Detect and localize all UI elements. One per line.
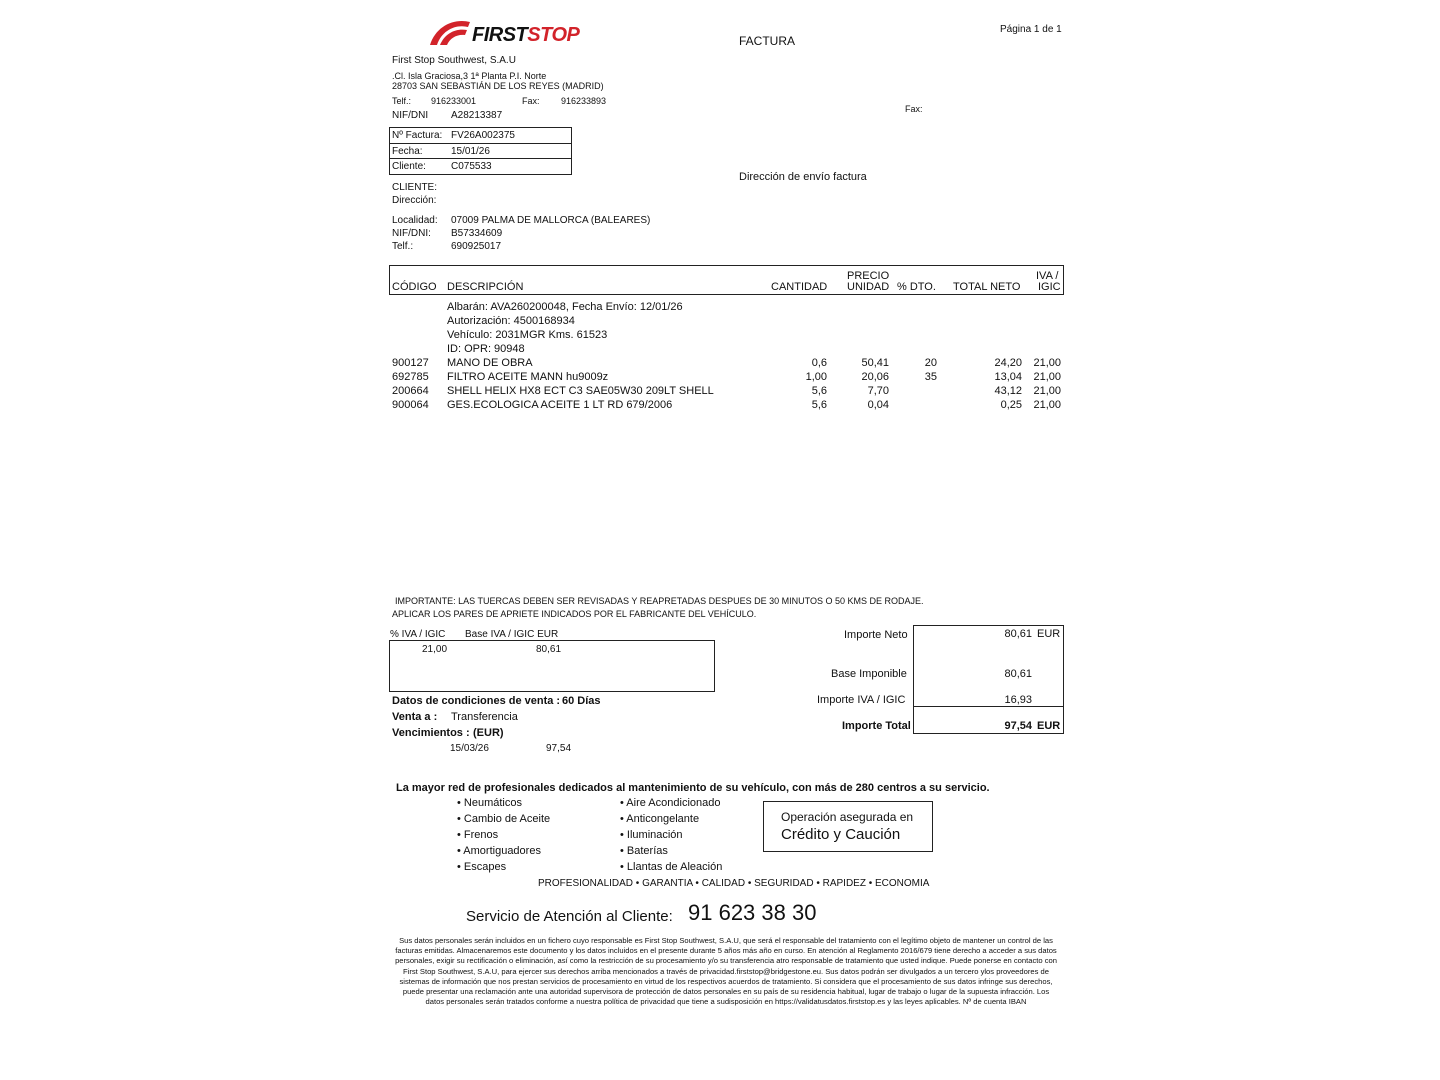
badge-line1: Operación asegurada en: [781, 810, 914, 824]
page-indicator: Página 1 de 1: [1000, 24, 1062, 35]
tax-pct-header: % IVA / IGIC: [390, 629, 446, 640]
customer-tel: 690925017: [451, 241, 502, 252]
company-address-line1: .Cl. Isla Graciosa,3 1ª Planta P.I. Norte: [392, 71, 547, 81]
row-unit-price: 20,06: [861, 371, 889, 383]
badge-line2: Crédito y Caución: [781, 826, 901, 843]
list-item: • Llantas de Aleación: [620, 861, 723, 873]
row-code: 200664: [392, 385, 429, 397]
row-total: 24,20: [994, 357, 1022, 369]
row-description: GES.ECOLOGICA ACEITE 1 LT RD 679/2006: [447, 399, 673, 411]
tax-base: 80,61: [536, 644, 562, 655]
list-item: • Frenos: [457, 829, 499, 841]
list-item: • Baterías: [620, 845, 668, 857]
invoice-client-label: Cliente:: [392, 161, 426, 172]
customer-nif-label: NIF/DNI:: [392, 228, 431, 239]
vat-amount-label: Importe IVA / IGIC: [817, 694, 906, 706]
row-total: 0,25: [1000, 399, 1022, 411]
payment-method: Transferencia: [451, 711, 518, 723]
row-vat: 21,00: [1033, 371, 1061, 383]
total-amount: 97,54: [1004, 720, 1032, 732]
col-price-header-2: UNIDAD: [847, 281, 890, 293]
row-quantity: 1,00: [805, 371, 827, 383]
customer-nif: B57334609: [451, 228, 503, 239]
tire-swoosh-icon: [428, 18, 472, 46]
important-notice-line2: APLICAR LOS PARES DE APRIETE INDICADOS POR EL FABRICANTE DEL VEHÍCULO.: [392, 609, 757, 619]
invoice-number-label: Nº Factura:: [392, 130, 443, 141]
net-amount-label: Importe Neto: [844, 629, 908, 641]
row-vat: 21,00: [1033, 399, 1061, 411]
list-item: • Amortiguadores: [457, 845, 541, 857]
list-item: • Iluminación: [620, 829, 683, 841]
row-description: FILTRO ACEITE MANN hu9009z: [447, 371, 609, 383]
totals-divider: [913, 706, 1063, 707]
company-tel-label: Telf.:: [392, 96, 412, 106]
row-code: 692785: [392, 371, 429, 383]
row-vat: 21,00: [1033, 357, 1061, 369]
company-tel: 916233001: [431, 96, 477, 106]
total-amount-currency: EUR: [1037, 720, 1061, 732]
row-total: 43,12: [994, 385, 1022, 397]
right-fax-label: Fax:: [905, 104, 923, 114]
row-total: 13,04: [994, 371, 1022, 383]
total-amount-label: Importe Total: [842, 720, 911, 732]
operation-id-line: ID: OPR: 90948: [447, 343, 525, 355]
brand-first: FIRST: [472, 24, 528, 46]
sale-conditions: 60 Días: [562, 695, 601, 707]
sale-conditions-label: Datos de condiciones de venta :: [392, 695, 561, 707]
tax-base-header: Base IVA / IGIC EUR: [465, 629, 559, 640]
invoice-client: C075533: [451, 161, 492, 172]
row-discount: 35: [924, 371, 937, 383]
locality-label: Localidad:: [392, 215, 438, 226]
brand-stop: STOP: [527, 24, 580, 46]
due-dates-currency: (EUR): [473, 727, 504, 739]
payment-method-label: Venta a :: [392, 711, 438, 723]
row-code: 900064: [392, 399, 429, 411]
vat-amount: 16,93: [1004, 694, 1032, 706]
col-price-header-1: PRECIO: [847, 270, 890, 282]
taxable-base-label: Base Imponible: [831, 668, 907, 680]
taxable-base: 80,61: [1004, 668, 1032, 680]
customer-service-label: Servicio de Atención al Cliente:: [466, 908, 673, 925]
row-unit-price: 50,41: [861, 357, 889, 369]
address-label: Dirección:: [392, 195, 437, 206]
list-item: • Cambio de Aceite: [457, 813, 551, 825]
list-item: • Anticongelante: [620, 813, 700, 825]
row-discount: 20: [924, 357, 937, 369]
document-title: FACTURA: [739, 34, 796, 48]
invoice-box-divider: [389, 143, 571, 144]
authorization-line: Autorización: 4500168934: [447, 315, 575, 327]
customer-tel-label: Telf.:: [392, 241, 414, 252]
company-fax: 916233893: [561, 96, 607, 106]
row-unit-price: 0,04: [867, 399, 889, 411]
customer-service-phone: 91 623 38 30: [688, 900, 817, 925]
tax-pct: 21,00: [422, 644, 448, 655]
col-description-header: DESCRIPCIÓN: [447, 281, 524, 293]
col-discount-header: % DTO.: [897, 281, 936, 293]
company-nif-label: NIF/DNI: [392, 110, 429, 121]
important-notice-line1: IMPORTANTE: LAS TUERCAS DEBEN SER REVISADAS Y REAPRETADAS DESPUES DE 30 MINUTOS O 50 KMS DE RODAJE.: [395, 596, 924, 606]
invoice-number: FV26A002375: [451, 130, 515, 141]
row-quantity: 5,6: [811, 385, 827, 397]
row-quantity: 5,6: [811, 399, 827, 411]
due-amount: 97,54: [546, 743, 572, 754]
promo-headline: La mayor red de profesionales dedicados al mantenimiento de su vehículo, con más de 280 centros a su servicio.: [396, 782, 990, 794]
row-code: 900127: [392, 357, 429, 369]
locality: 07009 PALMA DE MALLORCA (BALEARES): [451, 215, 651, 226]
row-quantity: 0,6: [811, 357, 827, 369]
invoice-box-divider: [389, 158, 571, 159]
row-unit-price: 7,70: [867, 385, 889, 397]
list-item: • Escapes: [457, 861, 507, 873]
customer-label: CLIENTE:: [392, 182, 438, 193]
delivery-note-line: Albarán: AVA260200048, Fecha Envío: 12/01/26: [447, 301, 683, 313]
net-amount-currency: EUR: [1037, 628, 1061, 640]
net-amount: 80,61: [1004, 628, 1032, 640]
col-vat-header-1: IVA /: [1036, 270, 1059, 282]
privacy-legal-text: Sus datos personales serán incluidos en un fichero cuyo responsable es First Stop Southwest, S.A.U, que será el responsable del tratamiento con el legítimo objeto de mantener un control de las facturas emitidas. Almacenaremos este documento y los datos incluidos en el presente durante 5 años más año en curso. En atención al Reglamento 2016/679 tiene derecho a acceder a sus datos personales, exigir su rectificación o eliminación, así como la restricción de su procesamiento y/o su transferencia atro responsable de tratamiento que usted indique. Puede ponerse en contacto con First Stop Southwest, S.A.U, para ejercer sus derechos arriba mencionados a través de privacidad.firststop@bridgestone.eu. Sus datos podrán ser divulgados a un tercero ylos proveedores de sistemas de información que nos prestan servicios de procesamiento en virtud de los respectivos acuerdos de tratamiento. Si considera que el procesamiento de sus datos infringe sus derechos, puede presentar una reclamación ante una autoridad supervisora de protección de datos personales en su país de su residencia habitual, lugar de trabajo o lugar de la supuesta infracción. Los datos personales serán tratados conforme a nuestra política de privacidad que tiene a sudisposición en https://validatusdatos.firststop.es y las leyes aplicables. Nº de cuenta IBAN: [395, 936, 1057, 1007]
col-quantity-header: CANTIDAD: [771, 281, 828, 293]
firststop-logo: [428, 18, 578, 48]
due-date: 15/03/26: [450, 743, 489, 754]
invoice-date-label: Fecha:: [392, 146, 423, 157]
company-name: First Stop Southwest, S.A.U: [392, 55, 516, 66]
company-values: PROFESIONALIDAD • GARANTIA • CALIDAD • SEGURIDAD • RAPIDEZ • ECONOMIA: [538, 878, 930, 889]
col-total-header: TOTAL NETO: [953, 281, 1021, 293]
row-description: MANO DE OBRA: [447, 357, 533, 369]
company-fax-label: Fax:: [522, 96, 540, 106]
company-nif: A28213387: [451, 110, 503, 121]
list-item: • Neumáticos: [457, 797, 522, 809]
row-vat: 21,00: [1033, 385, 1061, 397]
col-vat-header-2: IGIC: [1038, 281, 1061, 293]
due-dates-label: Vencimientos :: [392, 727, 470, 739]
company-address-line2: 28703 SAN SEBASTIÁN DE LOS REYES (MADRID): [392, 81, 604, 91]
list-item: • Aire Acondicionado: [620, 797, 721, 809]
shipping-address-title: Dirección de envío factura: [739, 171, 867, 183]
vehicle-line: Vehículo: 2031MGR Kms. 61523: [447, 329, 608, 341]
row-description: SHELL HELIX HX8 ECT C3 SAE05W30 209LT SHELL: [447, 385, 714, 397]
invoice-date: 15/01/26: [451, 146, 490, 157]
col-code-header: CÓDIGO: [392, 281, 437, 293]
